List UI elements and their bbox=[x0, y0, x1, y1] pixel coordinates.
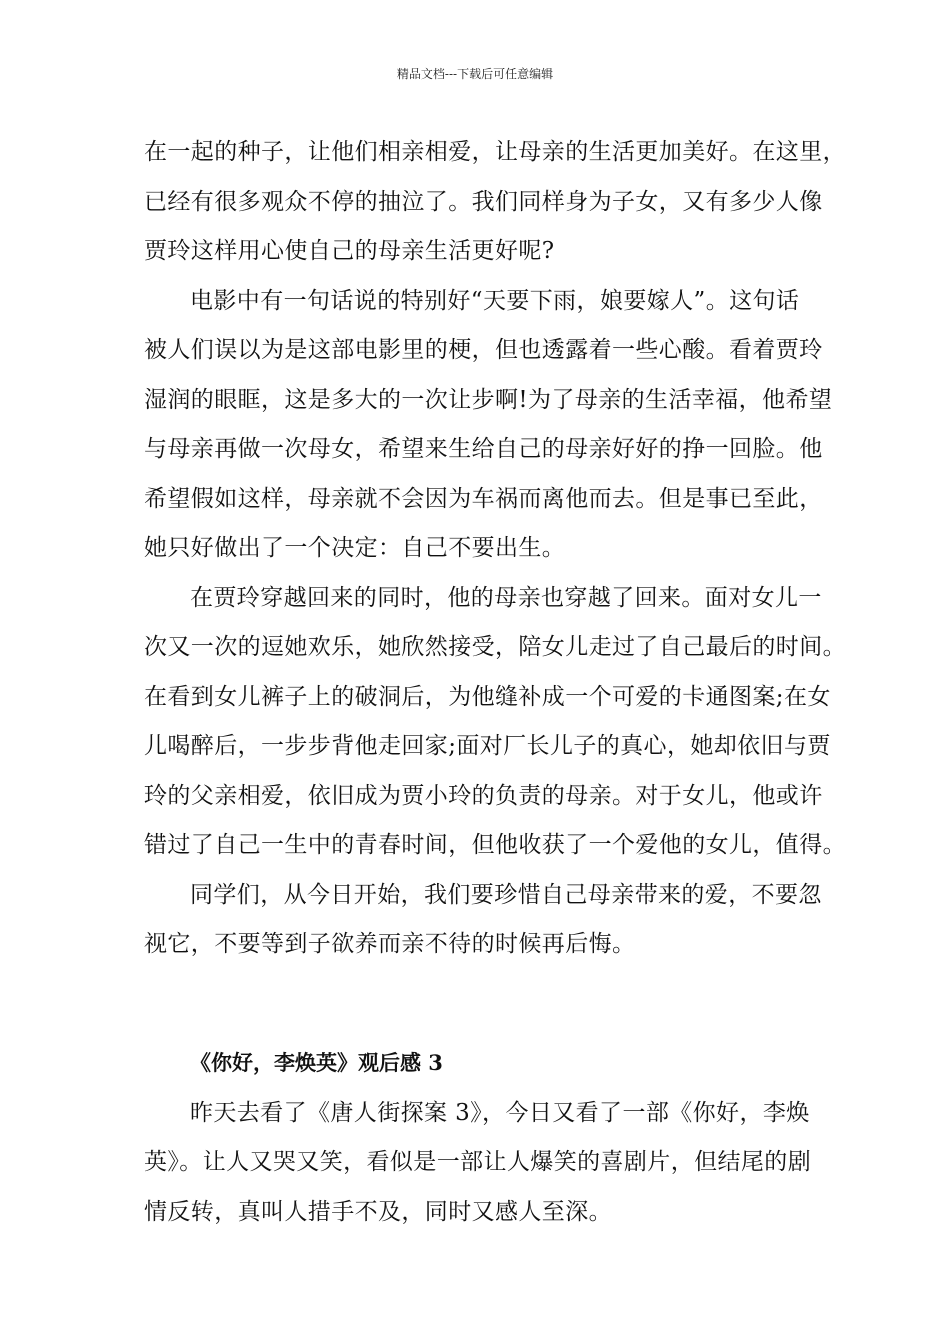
text-line: 希望假如这样，母亲就不会因为车祸而离他而去。但是事已至此， bbox=[144, 485, 823, 512]
text-line: 视它，不要等到子欲养而亲不待的时候再后悔。 bbox=[144, 931, 636, 957]
text-line: 情反转，真叫人措手不及，同时又感人至深。 bbox=[144, 1198, 612, 1225]
text-line: 玲的父亲相爱，依旧成为贾小玲的负责的母亲。对于女儿，他或许 bbox=[144, 782, 823, 809]
text-line: 在一起的种子，让他们相亲相爱，让母亲的生活更加美好。在这里， bbox=[144, 139, 846, 165]
text-line: 她只好做出了一个决定：自己不要出生。 bbox=[144, 535, 566, 561]
text-line: 被人们误以为是这部电影里的梗，但也透露着一些心酸。看着贾玲 bbox=[144, 337, 823, 363]
paragraph-5 bbox=[144, 1089, 824, 1238]
paragraph-3 bbox=[144, 574, 846, 871]
text-line: 电影中有一句话说的特别好“天要下雨，娘要嫁人”。这句话 bbox=[190, 287, 800, 314]
text-line: 湿润的眼眶，这是多大的一次让步啊!为了母亲的生活幸福，他希望 bbox=[144, 386, 833, 413]
section-title: 《你好，李焕英》观后感 3 bbox=[190, 1049, 443, 1075]
text-line: 在贾玲穿越回来的同时，他的母亲也穿越了回来。面对女儿一 bbox=[190, 584, 822, 611]
text-line: 贾玲这样用心使自己的母亲生活更好呢? bbox=[144, 238, 555, 264]
text-line: 已经有很多观众不停的抽泣了。我们同样身为子女，又有多少人像 bbox=[144, 188, 823, 215]
document-body bbox=[144, 128, 846, 1237]
page-header: 精品文档---下载后可任意编辑 bbox=[396, 67, 554, 81]
text-line: 在看到女儿裤子上的破洞后，为他缝补成一个可爱的卡通图案;在女 bbox=[144, 683, 831, 710]
text-line: 与母亲再做一次母女，希望来生给自己的母亲好好的挣一回脸。他 bbox=[144, 436, 823, 462]
text-line: 昨天去看了《唐人街探案 3》，今日又看了一部《你好，李焕 bbox=[190, 1099, 810, 1126]
text-line: 同学们，从今日开始，我们要珍惜自己母亲带来的爱，不要忽 bbox=[190, 881, 822, 908]
paragraph-1 bbox=[144, 128, 846, 277]
text-line: 英》。让人又哭又笑，看似是一部让人爆笑的喜剧片，但结尾的剧 bbox=[144, 1149, 812, 1175]
text-line: 次又一次的逗她欢乐，她欣然接受，陪女儿走过了自己最后的时间。 bbox=[144, 634, 846, 660]
text-line: 错过了自己一生中的青春时间，但他收获了一个爱他的女儿，值得。 bbox=[144, 832, 846, 858]
text-line: 儿喝醉后，一步步背他走回家;面对厂长儿子的真心，她却依旧与贾 bbox=[144, 733, 831, 759]
paragraph-2 bbox=[144, 277, 833, 574]
paragraph-4 bbox=[144, 871, 824, 970]
